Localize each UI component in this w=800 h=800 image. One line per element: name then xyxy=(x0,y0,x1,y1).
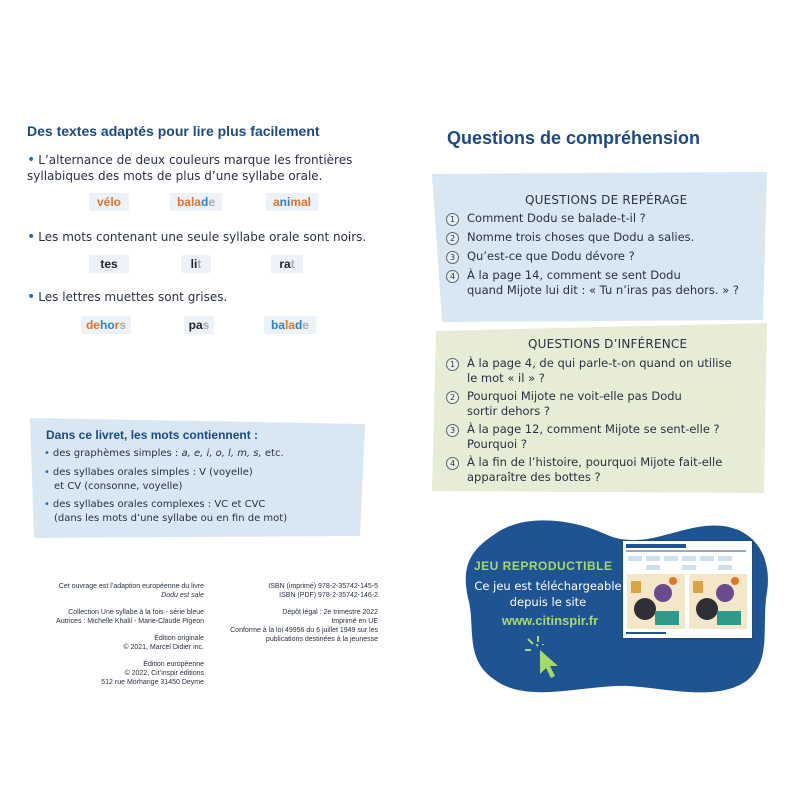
credit-line: Cet ouvrage est l’adaption européenne du livre xyxy=(58,583,204,590)
word-part: t xyxy=(290,257,295,271)
question-text xyxy=(467,249,757,264)
credit-line: Imprimé en UE xyxy=(331,618,378,625)
jeu-line: Ce jeu est téléchargeable xyxy=(474,579,622,593)
info-text: des syllabes orales complexes : VC et CVC xyxy=(52,499,266,510)
left-page-title: Des textes adaptés pour lire plus facilement xyxy=(27,123,320,139)
rule-text: L’alternance de deux couleurs marque les frontières syllabiques des mots de plus d’une syllabe orale. xyxy=(27,153,353,183)
question-line: apparaître des bottes ? xyxy=(467,470,601,484)
question-number-badge: 3 xyxy=(446,251,459,264)
question-text xyxy=(467,230,757,245)
question-line: Comment Dodu se balade-t-il ? xyxy=(467,211,646,225)
word-part: e xyxy=(302,318,310,332)
word-part: vélo xyxy=(96,195,121,209)
credit-line: Dépôt légal : 2e trimestre 2022 xyxy=(282,609,378,616)
question-line: À la page 14, comment se sent Dodu xyxy=(467,268,681,282)
bullet-icon: • xyxy=(27,152,36,168)
question-number-badge: 2 xyxy=(446,232,459,245)
info-text: etc. xyxy=(261,448,284,459)
question-line: quand Mijote lui dit : « Tu n’iras pas dehors. » ? xyxy=(467,283,739,297)
question-line: Nomme trois choses que Dodu a salies. xyxy=(467,230,695,244)
example-word-chip xyxy=(271,255,303,273)
credit-line: publications destinées à la jeunesse xyxy=(265,636,378,643)
rule-syllable-colors xyxy=(27,152,357,184)
word-part: li xyxy=(190,257,198,271)
word-part: e xyxy=(208,195,216,209)
word-part: mal xyxy=(290,195,312,209)
credit-line: Édition originale xyxy=(154,635,204,642)
word-part: ho xyxy=(99,318,115,332)
word-part: la xyxy=(284,318,295,332)
question-number-badge: 1 xyxy=(446,358,459,371)
credits-right xyxy=(205,582,378,644)
info-item-complex-syllables xyxy=(44,498,354,526)
bullet-icon: • xyxy=(27,289,36,305)
example-word-chip xyxy=(264,316,316,334)
word-part: ni xyxy=(279,195,291,209)
question-line: À la fin de l’histoire, pourquoi Mijote fait-elle xyxy=(467,455,723,469)
word-part: de xyxy=(85,318,100,332)
credit-line: Édition européenne xyxy=(143,661,204,668)
question-line: le mot « il » ? xyxy=(467,371,545,385)
question-number-badge: 4 xyxy=(446,270,459,283)
example-word-chip xyxy=(170,193,222,211)
question-text xyxy=(467,356,757,386)
question-line: Pourquoi Mijote ne voit-elle pas Dodu xyxy=(467,389,682,403)
inference-title: QUESTIONS D’INFÉRENCE xyxy=(528,337,688,351)
right-page-title: Questions de compréhension xyxy=(447,128,701,148)
question-line: À la page 12, comment Mijote se sent-elle ? xyxy=(467,422,720,436)
info-item-graphemes xyxy=(44,447,354,461)
word-part: t xyxy=(197,257,202,271)
question-number-badge: 1 xyxy=(446,213,459,226)
credit-line: Conforme à la loi 49956 du 6 juillet 1949 sur les xyxy=(230,627,378,634)
jeu-line: depuis le site xyxy=(509,595,587,609)
bullet-icon: • xyxy=(27,229,36,245)
question-number-badge: 4 xyxy=(446,457,459,470)
word-part: s xyxy=(119,318,127,332)
credit-line: Dodu est sale xyxy=(161,592,204,599)
jeu-url-link[interactable]: www.citinspir.fr xyxy=(501,613,599,628)
example-word-chip xyxy=(81,316,131,334)
question-text xyxy=(467,422,757,452)
credit-line xyxy=(30,626,204,634)
word-part: ra xyxy=(279,257,291,271)
question-line: Qu’est-ce que Dodu dévore ? xyxy=(467,249,635,263)
word-part: r xyxy=(114,318,120,332)
question-number-badge: 3 xyxy=(446,424,459,437)
credit-line: © 2021, Marcel Didier inc. xyxy=(123,644,204,651)
rule-text: Les lettres muettes sont grises. xyxy=(38,290,228,304)
bullet-icon: • xyxy=(44,499,50,510)
example-word-chip xyxy=(181,255,211,273)
game-thumbnail[interactable] xyxy=(623,541,752,638)
credit-line: ISBN (PDF) 978-2-35742-146-2 xyxy=(279,592,378,599)
question-line: Pourquoi ? xyxy=(467,437,527,451)
credit-line xyxy=(205,600,378,608)
credit-line: Collection Une syllabe à la fois - série bleue xyxy=(68,609,204,616)
info-text: des graphèmes simples : xyxy=(52,448,182,459)
bullet-icon: • xyxy=(44,467,50,478)
word-part: pa xyxy=(188,318,203,332)
game-preview-image xyxy=(623,541,752,638)
word-part: ba xyxy=(270,318,285,332)
jeu-description xyxy=(468,578,628,610)
jeu-title: JEU REPRODUCTIBLE xyxy=(474,559,613,573)
question-text xyxy=(467,211,757,226)
credit-line xyxy=(30,652,204,660)
rule-silent-letters xyxy=(27,289,377,305)
rule-one-syllable xyxy=(27,229,377,245)
question-line: À la page 4, de qui parle-t-on quand on utilise xyxy=(467,356,732,370)
credit-line xyxy=(30,600,204,608)
info-text: des syllabes orales simples : V (voyelle) xyxy=(52,467,253,478)
question-line: sortir dehors ? xyxy=(467,404,551,418)
credit-line: 512 rue Morhange 31450 Deyme xyxy=(101,679,204,686)
word-part: d xyxy=(200,195,209,209)
word-part: s xyxy=(202,318,210,332)
info-item-simple-syllables xyxy=(44,466,354,494)
credit-line: ISBN (imprimé) 978-2-35742-145-5 xyxy=(268,583,378,590)
click-rays-icon xyxy=(525,635,545,655)
example-word-chip xyxy=(89,255,129,273)
reperage-title: QUESTIONS DE REPÉRAGE xyxy=(525,193,688,207)
example-word-chip xyxy=(266,193,318,211)
question-text xyxy=(467,455,757,485)
example-word-chip xyxy=(89,193,129,211)
info-title: Dans ce livret, les mots contiennent : xyxy=(46,428,259,442)
info-text: et CV (consonne, voyelle) xyxy=(54,481,183,492)
bullet-icon: • xyxy=(44,448,50,459)
question-number-badge: 2 xyxy=(446,391,459,404)
rule-text: Les mots contenant une seule syllabe orale sont noirs. xyxy=(38,230,367,244)
word-part: d xyxy=(295,318,303,332)
credits-left xyxy=(30,582,204,687)
word-part: bala xyxy=(176,195,201,209)
example-word-chip xyxy=(184,316,214,334)
word-part: tes xyxy=(100,257,118,271)
credit-line: Autrices : Michelle Khalil - Marie-Claude Pigeon xyxy=(56,618,204,625)
word-part: a xyxy=(272,195,280,209)
credit-line: © 2022, Cit’inspir éditions xyxy=(124,670,204,677)
question-text xyxy=(467,389,757,419)
question-text xyxy=(467,268,757,298)
info-text: (dans les mots d’une syllabe ou en fin de mot) xyxy=(54,513,288,524)
info-letters: a, e, i, o, l, m, s, xyxy=(181,448,262,459)
